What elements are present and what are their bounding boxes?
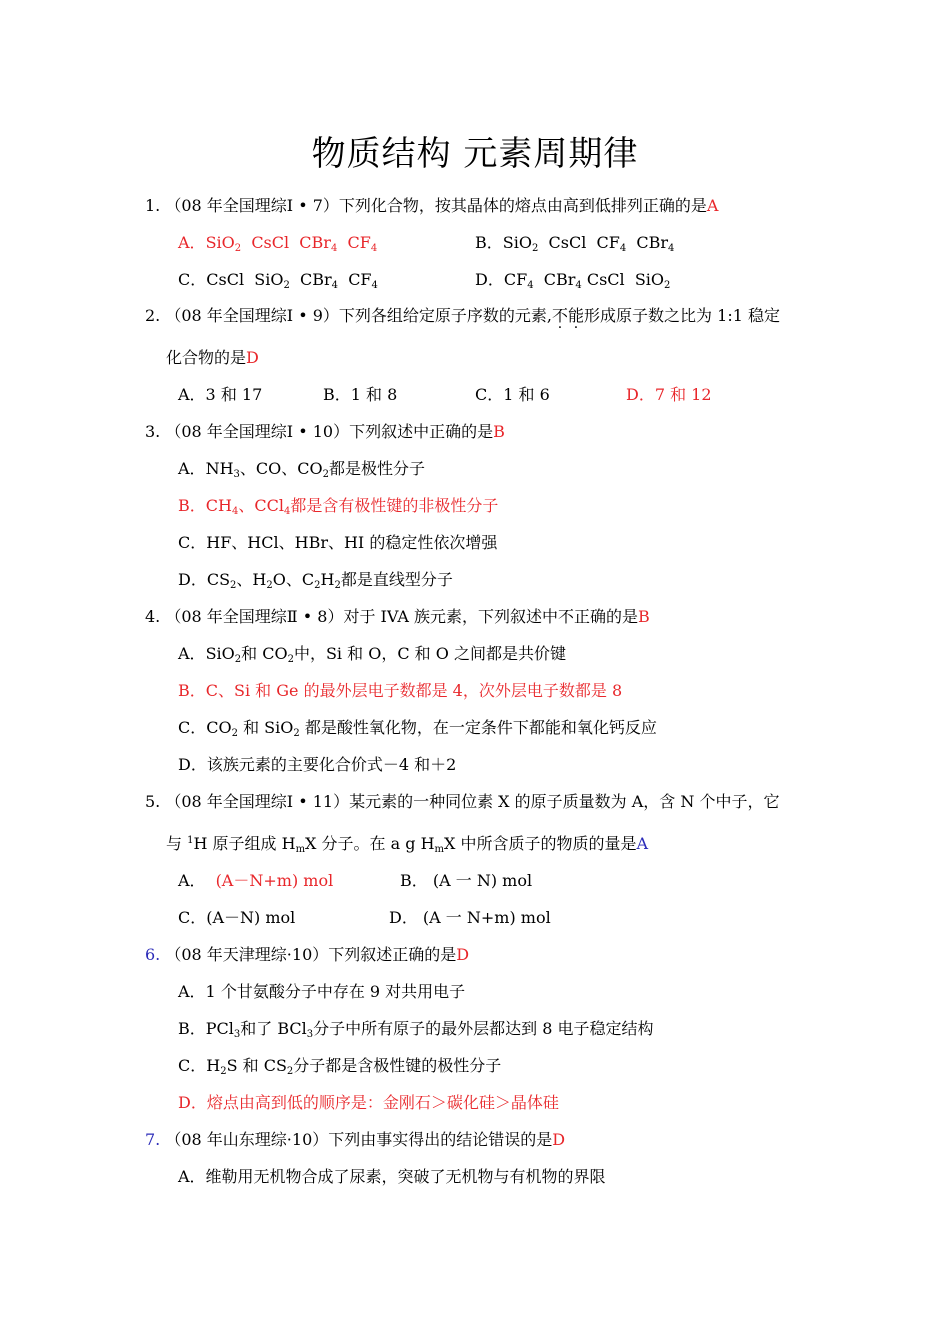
- option-a: A．3 和 17: [178, 385, 263, 404]
- question-number: 3.: [145, 422, 161, 441]
- option-c: C．(A－N) mol: [178, 908, 296, 927]
- option-a: A． (A－N+m) mol: [178, 871, 334, 890]
- question-2-stem: 2. （08 年全国理综Ⅰ • 9）下列各组给定原子序数的元素,不能形成原子数之比为 1:1 稳定: [145, 306, 780, 325]
- option-c: C．1 和 6: [475, 385, 550, 404]
- question-number: 2.: [145, 306, 161, 325]
- question-text: （08 年全国理综Ⅰ • 7）下列化合物，按其晶体的熔点由高到低排列正确的是: [165, 196, 707, 215]
- option-a: A．$NH_3$、CO、$CO_2$都是极性分子: [178, 459, 426, 480]
- emphasis-dot: 能: [568, 306, 585, 325]
- option-c: C．$H_2S$ 和 $CS_2$分子都是含极性键的极性分子: [178, 1056, 502, 1077]
- option-a: A．SiO$_2$和 $CO_2$中，Si 和 O，C 和 O 之间都是共价键: [178, 644, 566, 665]
- option-b: B．1 和 8: [323, 385, 398, 404]
- question-number: 1.: [145, 196, 161, 215]
- answer-key: B: [493, 422, 505, 441]
- option-d: D．$CF_4$ CBr$_4$ CsCl SiO$_2$: [475, 270, 671, 291]
- option-b: B． (A 一 N) mol: [400, 871, 533, 890]
- question-number: 6.: [145, 945, 161, 964]
- option-d: D．该族元素的主要化合价式－4 和＋2: [178, 755, 457, 774]
- option-a: A．SiO$_2$ CsCl CBr$_4$ $CF_4$: [178, 233, 378, 254]
- option-d: D． (A 一 N+m) mol: [389, 908, 551, 927]
- answer-key: D: [552, 1130, 566, 1149]
- option-a: A．1 个甘氨酸分子中存在 9 对共用电子: [178, 982, 466, 1001]
- option-d: D．7 和 12: [626, 385, 712, 404]
- option-b: B．PCl$_3$和了 BCl$_3$分子中所有原子的最外层都达到 8 电子稳定结构: [178, 1019, 654, 1040]
- question-1-stem: [145, 195, 718, 217]
- emphasis-dot: 不: [552, 306, 569, 325]
- answer-key: A: [706, 196, 719, 215]
- option-a: A．维勒用无机物合成了尿素，突破了无机物与有机物的界限: [178, 1167, 606, 1186]
- option-b: B．$CH_4$、CCl$_4$都是含有极性键的非极性分子: [178, 496, 499, 517]
- option-b: B．SiO$_2$ CsCl $CF_4$ CBr$_4$: [475, 233, 675, 254]
- question-5-stem: 5. （08 年全国理综Ⅰ • 11）某元素的一种同位素 X 的原子质量数为 A，含 N 个中子，它: [145, 792, 780, 811]
- question-2-stem-line2: 化合物的是D: [166, 348, 259, 367]
- option-d: D．$CS_2$、$H_2O$、$C_2H_2$都是直线型分子: [178, 570, 453, 591]
- question-6-stem: 6. （08 年天津理综·10）下列叙述正确的是D: [145, 945, 470, 964]
- question-5-stem-line2: 与 $^1$H 原子组成 $H_mX$ 分子。在 a g $H_mX$ 中所含质子的物质的量是A: [166, 834, 649, 855]
- answer-key: D: [246, 348, 259, 367]
- page-title: 物质结构 元素周期律: [311, 134, 639, 174]
- question-number: 4.: [145, 607, 161, 626]
- answer-key: B: [638, 607, 650, 626]
- answer-key: D: [456, 945, 470, 964]
- question-3-stem: 3. （08 年全国理综Ⅰ • 10）下列叙述中正确的是B: [145, 422, 505, 441]
- option-c: C．HF、HCl、HBr、HI 的稳定性依次增强: [178, 533, 498, 552]
- option-c: C．CsCl SiO$_2$ CBr$_4$ $CF_4$: [178, 270, 378, 291]
- question-4-stem: 4. （08 年全国理综Ⅱ • 8）对于 IVA 族元素，下列叙述中不正确的是B: [145, 607, 650, 626]
- question-number: 5.: [145, 792, 161, 811]
- question-7-stem: 7. （08 年山东理综·10）下列由事实得出的结论错误的是D: [145, 1130, 566, 1149]
- option-d: D．熔点由高到低的顺序是：金刚石＞碳化硅＞晶体硅: [178, 1093, 559, 1112]
- option-b: B．C、Si 和 Ge 的最外层电子数都是 4，次外层电子数都是 8: [178, 681, 623, 700]
- question-number: 7.: [145, 1130, 161, 1149]
- answer-key: A: [636, 834, 649, 853]
- option-c: C．$CO_2$ 和 SiO$_2$ 都是酸性氧化物，在一定条件下都能和氧化钙反应: [178, 718, 657, 739]
